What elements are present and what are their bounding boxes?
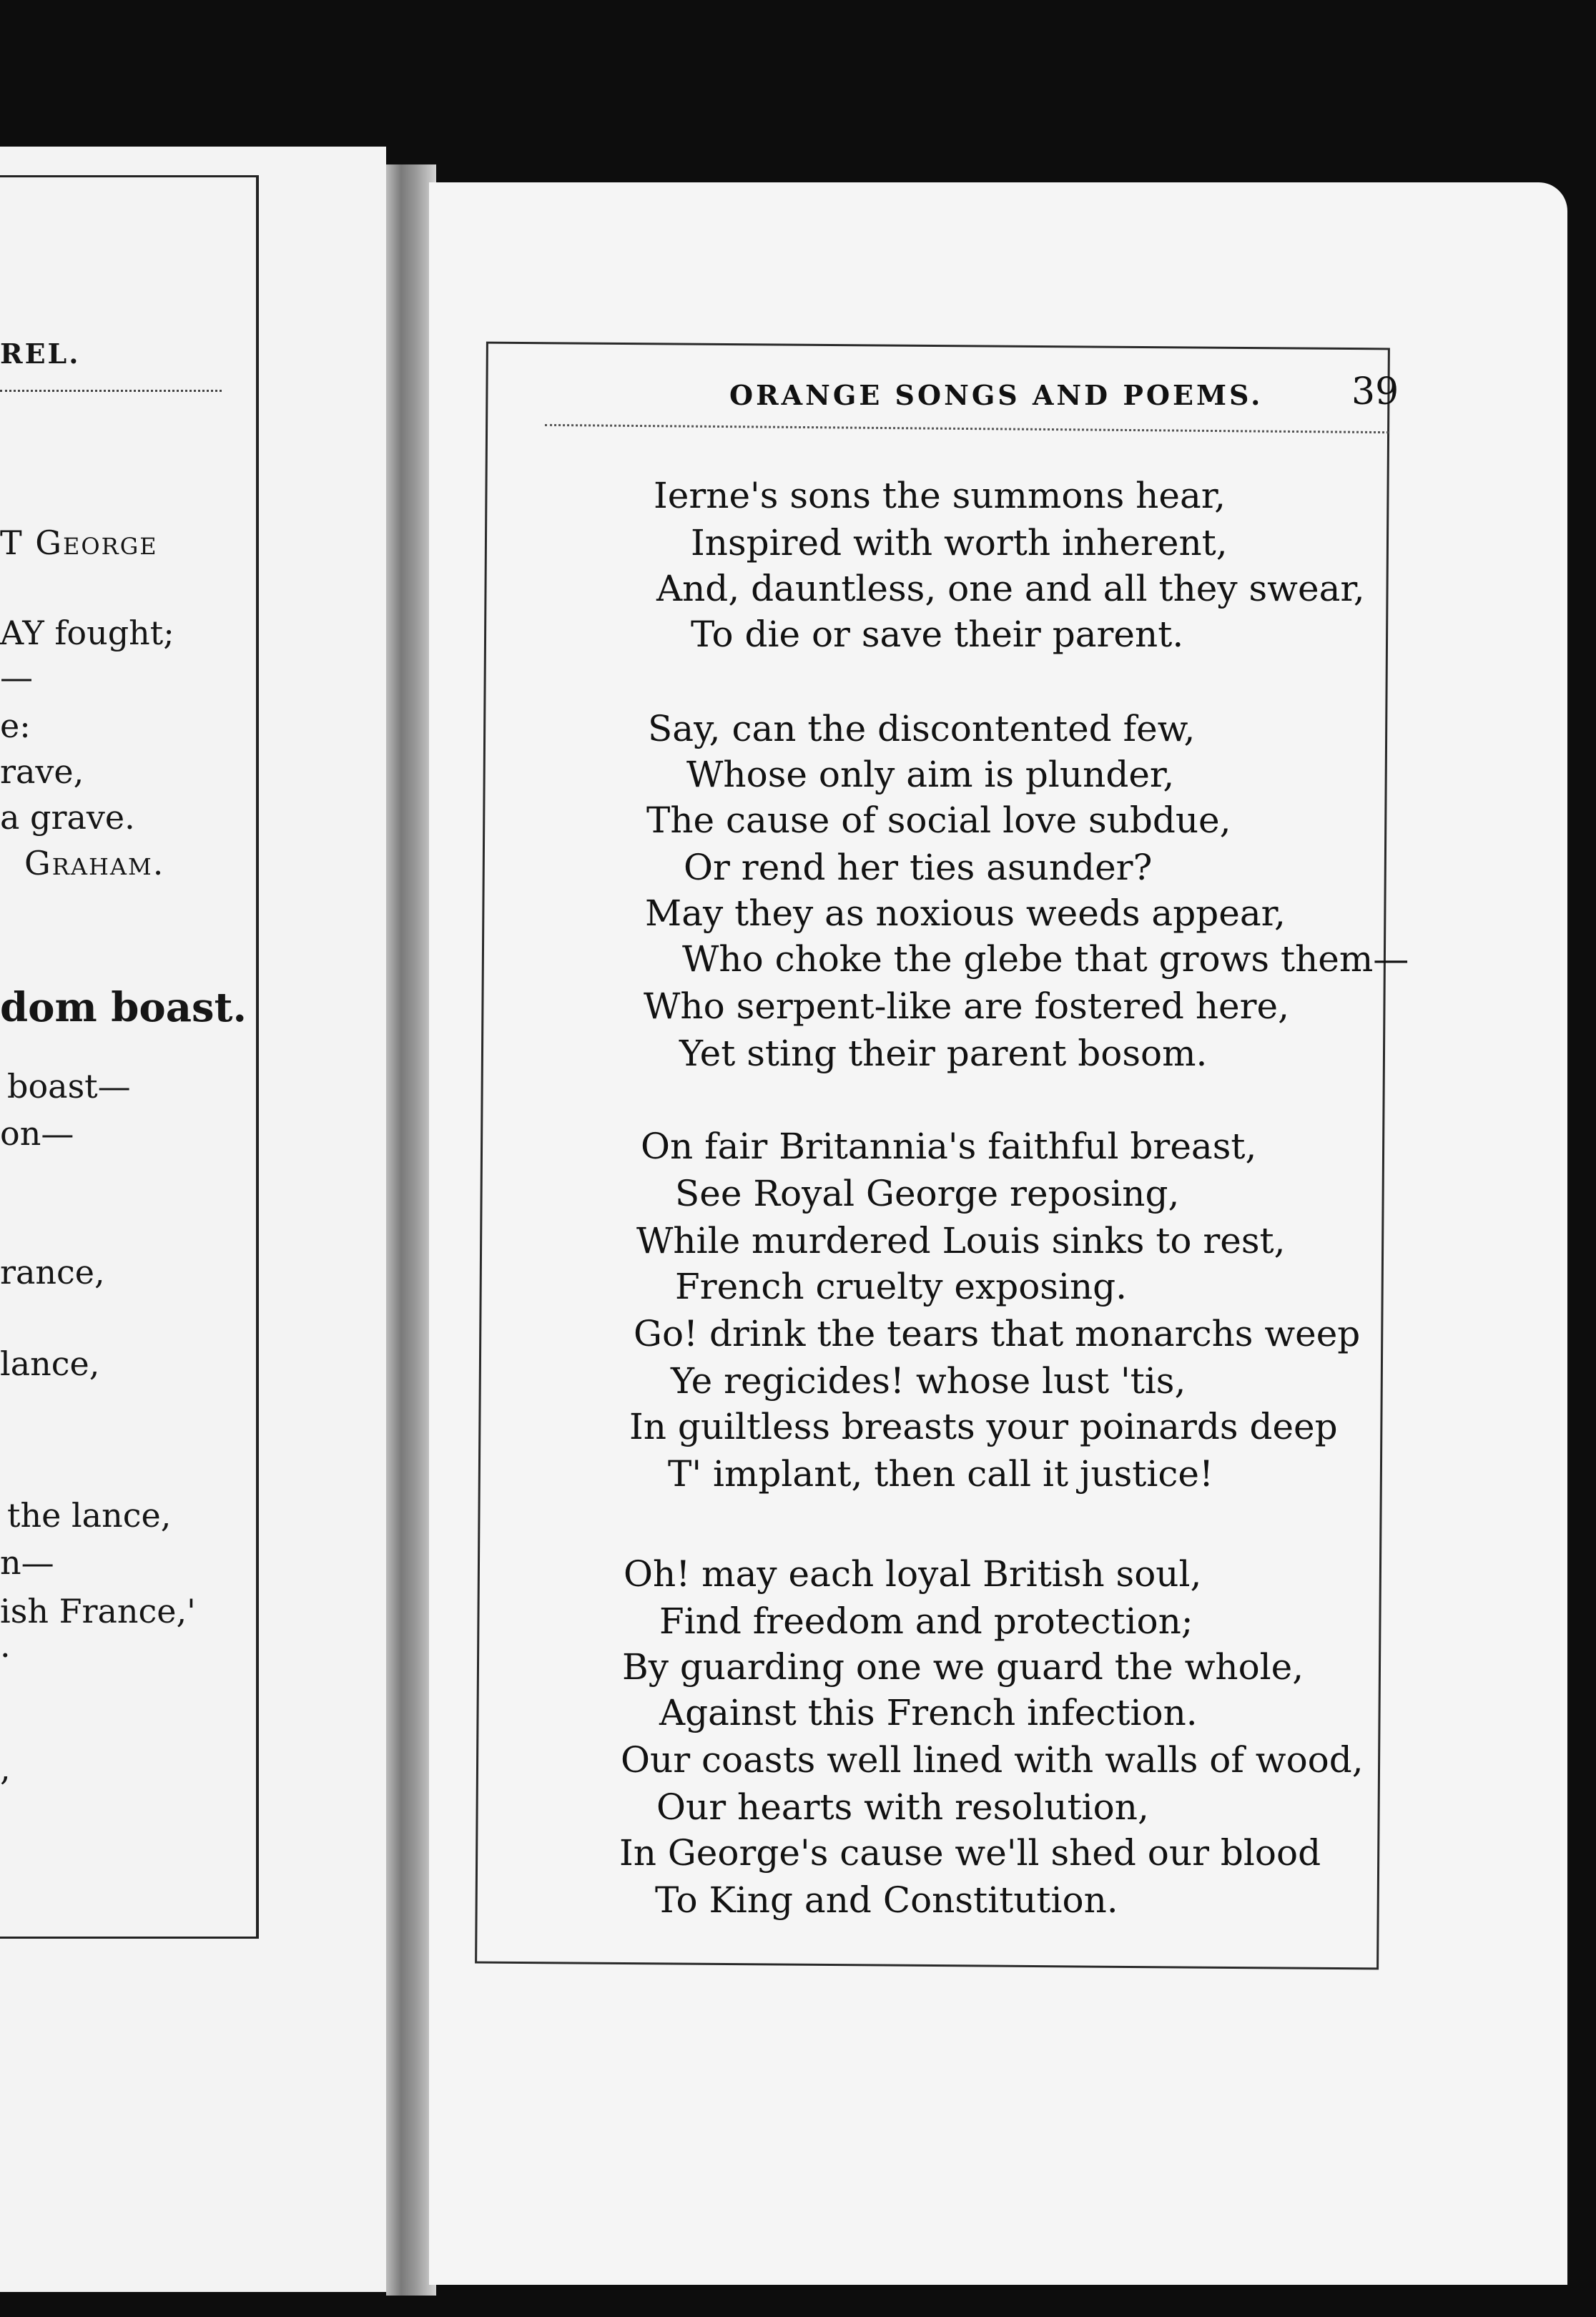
left-line: boast— (7, 1067, 131, 1106)
left-line: the lance, (7, 1496, 172, 1535)
verse-line: Find freedom and protection; (659, 1600, 1193, 1642)
verse-line: In guiltless breasts your poinards deep (629, 1406, 1338, 1447)
verse-line: T' implant, then call it justice! (668, 1453, 1214, 1495)
verse-line: May they as noxious weeds appear, (645, 892, 1286, 934)
left-header-rule (0, 390, 222, 399)
verse-line: And, dauntless, one and all they swear, (656, 568, 1365, 609)
verse-line: Go! drink the tears that monarchs weep (634, 1313, 1361, 1354)
left-line: T George (0, 523, 158, 562)
left-line: e: (0, 707, 31, 745)
verse-line: While murdered Louis sinks to rest, (636, 1220, 1286, 1261)
verse-line: On fair Britannia's faithful breast, (641, 1126, 1257, 1167)
verse-line: To King and Constitution. (655, 1879, 1118, 1921)
verse-line: Our coasts well lined with walls of wood, (621, 1739, 1364, 1781)
running-head: ORANGE SONGS AND POEMS. (729, 379, 1264, 411)
verse-line: Ye regicides! whose lust 'tis, (671, 1360, 1186, 1402)
left-line: lance, (0, 1344, 100, 1383)
left-running-head: REL. (0, 338, 81, 370)
verse-line: Our hearts with resolution, (656, 1786, 1149, 1828)
verse-line: Against this French infection. (659, 1692, 1198, 1733)
left-line: ish France,' (0, 1592, 196, 1630)
verse-line: Oh! may each loyal British soul, (624, 1553, 1202, 1595)
left-page-border (0, 175, 259, 1939)
verse-line: Who serpent-like are fostered here, (644, 985, 1290, 1027)
verse-line: Yet sting their parent bosom. (679, 1033, 1208, 1074)
left-line: rave, (0, 752, 84, 791)
left-line: n— (0, 1543, 54, 1582)
verse-line: Inspired with worth inherent, (691, 522, 1228, 564)
page-number: 39 (1351, 370, 1399, 413)
verse-line: Ierne's sons the summons hear, (654, 475, 1226, 516)
verse-line: See Royal George reposing, (675, 1173, 1180, 1214)
verse-line: By guarding one we guard the whole, (622, 1646, 1304, 1688)
left-line: . (0, 1626, 11, 1665)
verse-line: To die or save their parent. (691, 614, 1184, 655)
left-line: a grave. (0, 798, 135, 837)
verse-line: The cause of social love subdue, (646, 800, 1231, 841)
verse-line: In George's cause we'll shed our blood (619, 1832, 1321, 1874)
left-line: , (0, 1749, 11, 1788)
left-line: Graham. (24, 844, 165, 882)
left-line: AY fought; (0, 614, 174, 652)
left-song-title: dom boast. (0, 984, 247, 1031)
left-line: — (0, 658, 33, 697)
verse-line: Say, can the discontented few, (648, 708, 1196, 749)
left-line: on— (0, 1114, 74, 1153)
verse-line: Whose only aim is plunder, (686, 754, 1175, 795)
verse-line: Who choke the glebe that grows them— (682, 938, 1409, 980)
verse-line: Or rend her ties asunder? (684, 847, 1153, 888)
left-line: rance, (0, 1253, 105, 1292)
verse-line: French cruelty exposing. (675, 1266, 1128, 1307)
